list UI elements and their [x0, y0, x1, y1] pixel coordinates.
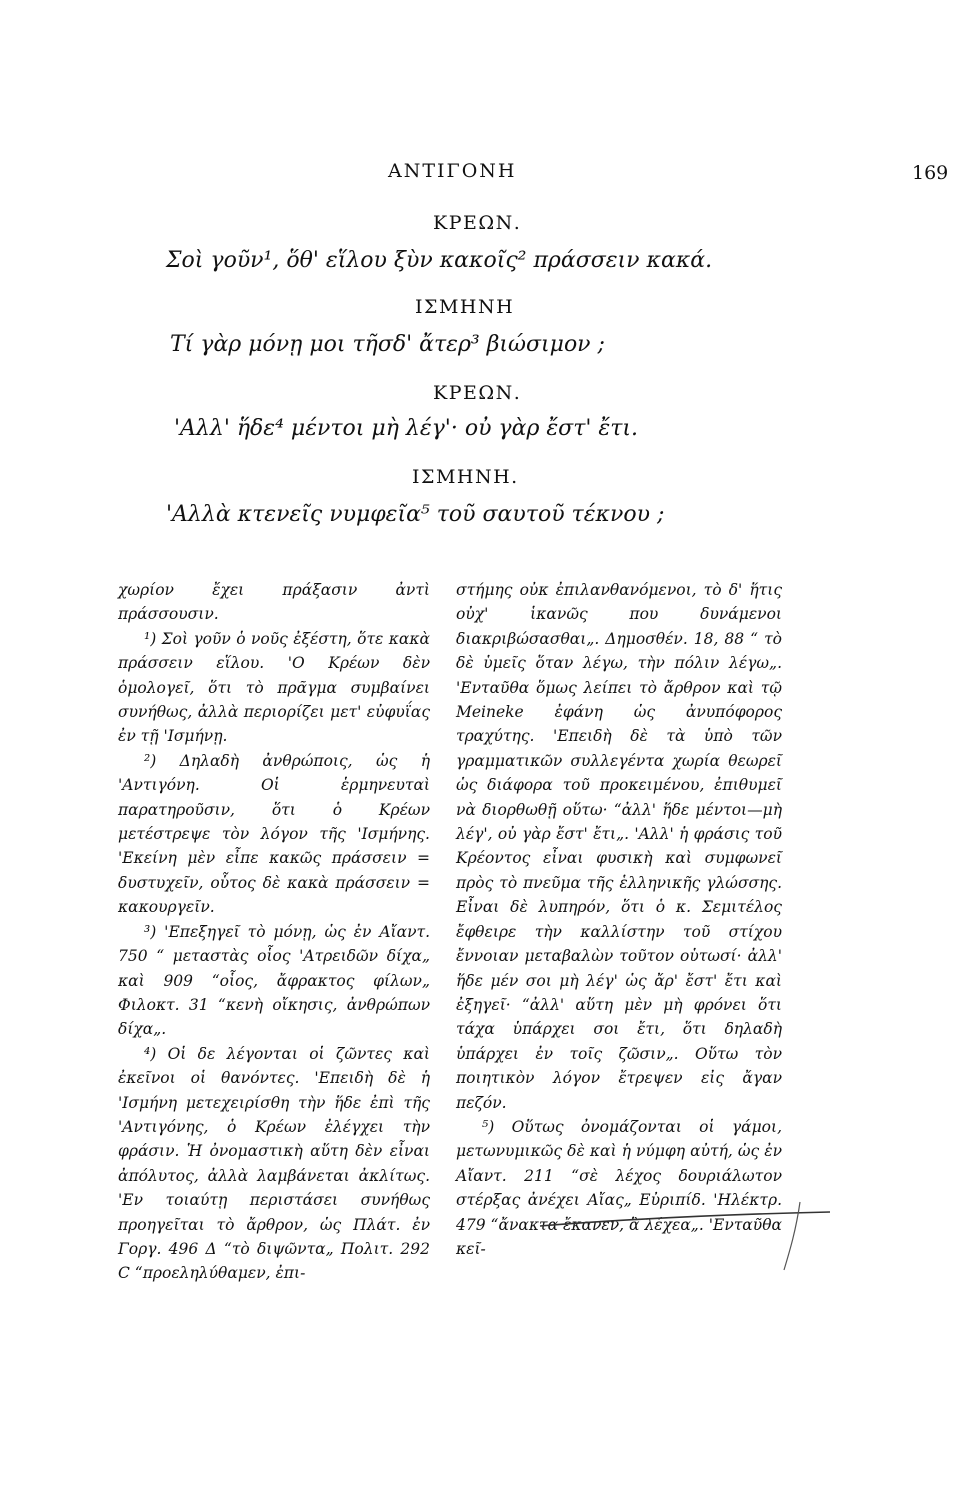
footnote-5: ⁵) Οὕτως ὀνομάζονται οἱ γάμοι, μετωνυμικῶς δὲ καὶ ἡ νύμφη αὐτή, ὡς ἐν Αἴαντ. 211 “σὲ λέχος δουριάλωτον στέρξας ἀνέχει Αἴας„ Εὐριπίδ. 'Ηλέκτρ. 479 “ἄνακτα ἔκανεν, ἃ λέχεα„. 'Ενταῦθα κεῖ- [456, 1117, 782, 1258]
speaker-name: ΚΡΕΩΝ. [433, 212, 522, 234]
verse-line: 'Αλλ' ἥδε⁴ μέντοι μὴ λέγ'· οὐ γὰρ ἔστ' ἔτι. [174, 416, 638, 441]
footnote-1: ¹) Σοὶ γοῦν ὁ νοῦς ἐξέστη, ὅτε κακὰ πράσσειν εἵλου. 'Ο Κρέων δὲν ὁμολογεῖ, ὅτι τὸ πρᾶγμα συμβαίνει συνήθως, ἀλλὰ περιορίζει μετ' εὐφυΐας ἐν τῇ 'Ισμήνῃ. [118, 629, 430, 746]
footnote-4-continued: στήμης οὐκ ἐπιλανθανόμενοι, τὸ δ' ἥτις οὐχ' ἱκανῶς που δυνάμενοι διακριβώσασθαι„. Δημοσθέν. 18, 88 “ τὸ δὲ ὑμεῖς ὅταν λέγω, τὴν πόλιν λέγω„. 'Ενταῦθα ὅμως λείπει τὸ ἄρθρον καὶ τῷ Meineke ἐφάνη ὡς ἀνυπόφορος τραχύτης. 'Επειδὴ δὲ τὰ ὑπὸ τῶν γραμματικῶν συλλεγέντα χωρία θεωρεῖ ὡς διάφορα τοῦ προκειμένου, ἐπιθυμεῖ νὰ διορθωθῇ οὕτω· “ἀλλ' ἥδε μέντοι—μὴ λέγ', οὐ γὰρ ἔστ' ἔτι„. 'Αλλ' ἡ φράσις τοῦ Κρέοντος εἶναι φυσικὴ καὶ συμφωνεῖ πρὸς τὸ πνεῦμα τῆς ἑλληνικῆς γλώσσης. Εἶναι δὲ λυπηρόν, ὅτι ὁ κ. Σεμιτέλος ἔφθειρε τὴν καλλίστην τοῦ στίχου ἔννοιαν μεταβαλὼν τοῦτον οὑτωσί· ἀλλ' ἥδε μέν σοι μὴ λέγ' ὡς ἄρ' ἔστ' ἔτι καὶ ἐξηγεῖ· “ἀλλ' αὕτη μὲν μὴ φρόνει ὅτι τάχα ὑπάρχει σοι ἔτι, ὅτι δηλαδὴ ὑπάρχει ἐν τοῖς ζῶσιν„. Οὕτω τὸν ποιητικὸν λόγον ἔτρεψεν εἰς ἄγαν πεζόν. [456, 581, 782, 1112]
footnote-3: ³) 'Επεξηγεῖ τὸ μόνῃ, ὡς ἐν Αἴαντ. 750 “ μεταστὰς οἷος 'Ατρειδῶν δίχα„ καὶ 909 “οἷος, ἄφρακτος φίλων„ Φιλοκτ. 31 “κενὴ οἴκησις, ἀνθρώπων δίχα„. [118, 922, 430, 1039]
footnote-2: ²) Δηλαδὴ ἀνθρώποις, ὡς ἡ 'Αντιγόνη. Οἱ ἑρμηνευταὶ παρατηροῦσιν, ὅτι ὁ Κρέων μετέστρεψε τὸν λόγον τῆς 'Ισμήνης. 'Εκείνη μὲν εἶπε κακῶς πράσσειν = δυστυχεῖν, οὗτος δὲ κακὰ πράσσειν = κακουργεῖν. [118, 751, 430, 917]
verse-line: Τί γὰρ μόνῃ μοι τῆσδ' ἄτερ³ βιώσιμον ; [170, 332, 605, 357]
footnote-continuation: χωρίον ἔχει πράξασιν ἀντὶ πράσσουσιν. [118, 581, 430, 624]
speaker-name: ΙΣΜΗΝΗ. [412, 466, 519, 488]
speaker-name: ΚΡΕΩΝ. [433, 382, 522, 404]
verse-line: Σοὶ γοῦν¹, ὅθ' εἵλου ξὺν κακοῖς² πράσσειν κακά. [166, 248, 713, 273]
running-title: ΑΝΤΙΓΟΝΗ [388, 160, 517, 182]
page-number: 169 [912, 162, 949, 184]
verse-line: 'Αλλὰ κτενεῖς νυμφεῖα⁵ τοῦ σαυτοῦ τέκνου ; [166, 502, 665, 527]
footnote-4: ⁴) Οἱ δε λέγονται οἱ ζῶντες καὶ ἐκεῖνοι οἱ θανόντες. 'Επειδὴ δὲ ἡ 'Ισμήνη μετεχειρίσθη τὴν ἥδε ἐπὶ τῆς 'Αντιγόνης, ὁ Κρέων ἐλέγχει τὴν φράσιν. Ἡ ὀνομαστικὴ αὕτη δὲν εἶναι ἀπόλυτος, ἀλλὰ λαμβάνεται ἀκλίτως. 'Εν τοιαύτῃ περιστάσει συνήθως προηγεῖται τὸ ἄρθρον, ὡς Πλάτ. ἐν Γοργ. 496 Δ “τὸ διψῶντα„ Πολιτ. 292 C “προεληλύθαμεν, ἐπι- [118, 1044, 430, 1283]
speaker-name: ΙΣΜΗΝΗ [415, 296, 515, 318]
